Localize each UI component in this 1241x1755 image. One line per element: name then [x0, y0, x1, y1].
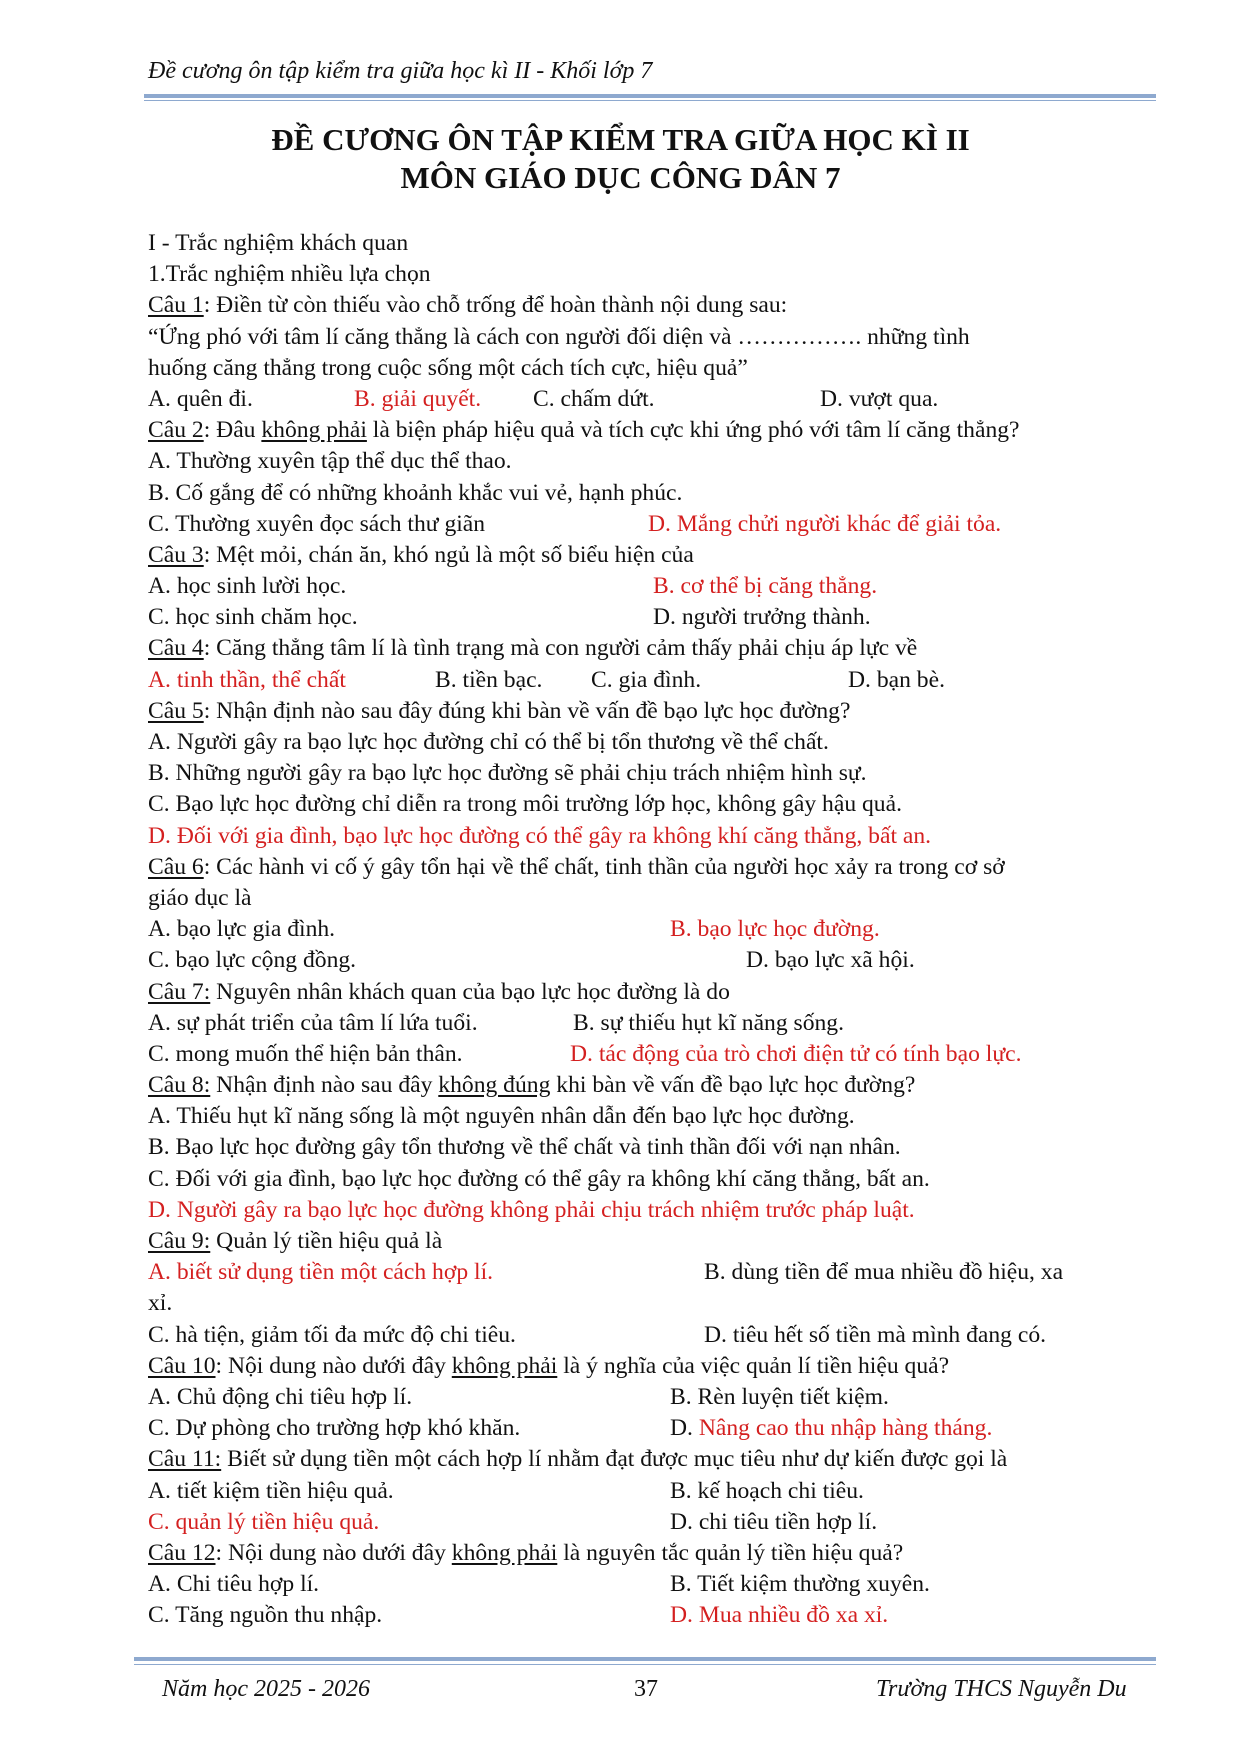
question-label: Câu 5 [148, 697, 204, 724]
page-header: Đề cương ôn tập kiểm tra giữa học kì II - Khối lớp 7 [148, 58, 653, 84]
question-label: Câu 3 [148, 541, 204, 568]
option-d-correct: D. Mua nhiều đồ xa xỉ. [670, 1602, 889, 1629]
question-6-options-cd [148, 945, 1158, 976]
question-1-quote [148, 322, 1158, 353]
question-text: : Đâu [203, 417, 262, 444]
quote-line: huống căng thẳng trong cuộc sống một cách tích cực, hiệu quả” [148, 354, 748, 381]
option-a: A. Chủ động chi tiêu hợp lí. [148, 1383, 413, 1410]
option-b: B. Cố gắng để có những khoảnh khắc vui vẻ, hạnh phúc. [148, 479, 683, 506]
question-8-option-b [148, 1132, 1158, 1163]
question-text: khi bàn về vấn đề bạo lực học đường? [550, 1072, 916, 1099]
negation-emphasis: không phải [451, 1539, 558, 1566]
option-a-correct: A. biết sử dụng tiền một cách hợp lí. [148, 1259, 494, 1286]
question-7-options-cd [148, 1039, 1158, 1070]
question-4 [148, 633, 1158, 664]
question-8-option-c [148, 1164, 1158, 1195]
option-c: C. học sinh chăm học. [148, 604, 358, 631]
option-b-correct: B. giải quyết. [354, 385, 482, 412]
option-d-prefix: D. [670, 1415, 699, 1442]
footer-school-year: Năm học 2025 - 2026 [162, 1676, 370, 1702]
question-label: Câu 10 [148, 1352, 216, 1379]
question-1-quote-cont [148, 353, 1158, 384]
question-1 [148, 290, 1158, 321]
question-label: Câu 11: [148, 1446, 222, 1473]
option-a: A. học sinh lười học. [148, 573, 347, 600]
page-title-line-1: ĐỀ CƯƠNG ÔN TẬP KIỂM TRA GIỮA HỌC KÌ II [271, 122, 970, 157]
question-5 [148, 696, 1158, 727]
negation-emphasis: không phải [451, 1352, 558, 1379]
header-rule-thin [144, 100, 1156, 101]
question-2-options-cd [148, 509, 1158, 540]
question-text: Quản lý tiền hiệu quả là [210, 1228, 443, 1254]
question-2-option-a [148, 446, 1158, 477]
option-d-correct: D. Mắng chửi người khác để giải tỏa. [648, 510, 1002, 537]
option-c-correct: C. quản lý tiền hiệu quả. [148, 1508, 380, 1535]
question-text: là ý nghĩa của việc quản lí tiền hiệu quả? [557, 1352, 950, 1379]
question-10-options-ab [148, 1382, 1158, 1413]
question-6-cont [148, 883, 1158, 914]
option-a: A. Thiếu hụt kĩ năng sống là một nguyên nhân dẫn đến bạo lực học đường. [148, 1103, 855, 1130]
question-7 [148, 977, 1158, 1008]
option-a: A. sự phát triển của tâm lí lứa tuổi. [148, 1009, 478, 1036]
question-5-option-d [148, 821, 1158, 852]
option-c: C. hà tiện, giảm tối đa mức độ chi tiêu. [148, 1321, 516, 1348]
question-6-options-ab [148, 914, 1158, 945]
option-b: B. Tiết kiệm thường xuyên. [670, 1571, 930, 1598]
option-d-correct: D. Người gây ra bạo lực học đường không phải chịu trách nhiệm trước pháp luật. [148, 1196, 915, 1223]
section-subheading-text: 1.Trắc nghiệm nhiều lựa chọn [148, 261, 431, 288]
question-9 [148, 1226, 1158, 1257]
section-heading-text: I - Trắc nghiệm khách quan [148, 230, 409, 256]
question-3 [148, 540, 1158, 571]
question-text: : Căng thẳng tâm lí là tình trạng mà con người cảm thấy phải chịu áp lực về [203, 635, 918, 662]
question-11-options-ab [148, 1476, 1158, 1507]
option-c: C. Bạo lực học đường chỉ diễn ra trong môi trường lớp học, không gây hậu quả. [148, 791, 902, 818]
quote-line: “Ứng phó với tâm lí căng thẳng là cách con người đối diện và ……………. những tình [148, 323, 970, 350]
option-b-continued: xỉ. [148, 1290, 173, 1317]
section-subheading [148, 259, 1158, 290]
question-11 [148, 1444, 1158, 1475]
section-heading [148, 228, 1158, 259]
question-text: Biết sử dụng tiền một cách hợp lí nhằm đạt được mục tiêu như dự kiến được gọi là [221, 1446, 1008, 1473]
option-a: A. Thường xuyên tập thể dục thể thao. [148, 448, 512, 475]
question-text: giáo dục là [148, 884, 252, 911]
option-c: C. Dự phòng cho trường hợp khó khăn. [148, 1415, 521, 1442]
question-text: : Nhận định nào sau đây đúng khi bàn về vấn đề bạo lực học đường? [203, 697, 851, 724]
question-label: Câu 8: [148, 1072, 211, 1099]
question-text: : Điền từ còn thiếu vào chỗ trống để hoàn thành nội dung sau: [203, 292, 788, 319]
option-c: C. Tăng nguồn thu nhập. [148, 1602, 383, 1629]
option-c: C. Thường xuyên đọc sách thư giãn [148, 510, 486, 537]
option-b: B. sự thiếu hụt kĩ năng sống. [573, 1009, 845, 1036]
question-12-options-cd [148, 1600, 1158, 1631]
option-b: B. dùng tiền để mua nhiều đồ hiệu, xa [704, 1259, 1064, 1286]
footer-rule [134, 1657, 1156, 1661]
footer-school-name: Trường THCS Nguyễn Du [876, 1676, 1127, 1702]
question-12 [148, 1538, 1158, 1569]
option-a: A. bạo lực gia đình. [148, 916, 336, 943]
negation-emphasis: không đúng [438, 1072, 551, 1099]
question-label: Câu 9: [148, 1228, 211, 1254]
option-c: C. mong muốn thể hiện bản thân. [148, 1040, 463, 1067]
question-3-options-ab [148, 571, 1158, 602]
question-text: Nguyên nhân khách quan của bạo lực học đường là do [210, 978, 730, 1005]
question-label: Câu 4 [148, 635, 204, 662]
option-c: C. bạo lực cộng đồng. [148, 947, 357, 974]
option-d-correct: Nâng cao thu nhập hàng tháng. [698, 1415, 993, 1442]
option-d-correct: D. tác động của trò chơi điện tử có tính bạo lực. [570, 1040, 1022, 1067]
question-10-options-cd [148, 1413, 1158, 1444]
option-a-correct: A. tinh thần, thể chất [148, 666, 346, 693]
question-4-options [148, 665, 1158, 696]
option-d: D. tiêu hết số tiền mà mình đang có. [704, 1321, 1047, 1348]
question-9-options-ab [148, 1257, 1158, 1288]
page-title-line-2: MÔN GIÁO DỤC CÔNG DÂN 7 [400, 160, 841, 195]
option-a: A. Chi tiêu hợp lí. [148, 1571, 320, 1598]
question-2 [148, 415, 1158, 446]
question-label: Câu 12 [148, 1539, 216, 1566]
footer-rule-thin [134, 1664, 1156, 1665]
question-5-option-a [148, 727, 1158, 758]
question-text: là biện pháp hiệu quả và tích cực khi ứng phó với tâm lí căng thẳng? [366, 417, 1020, 444]
option-d: D. người trưởng thành. [653, 604, 871, 631]
question-5-option-b [148, 758, 1158, 789]
option-b: B. Bạo lực học đường gây tổn thương về thể chất và tinh thần đối với nạn nhân. [148, 1134, 901, 1161]
question-text: là nguyên tắc quản lý tiền hiệu quả? [557, 1539, 904, 1566]
question-8 [148, 1070, 1158, 1101]
option-b: B. Rèn luyện tiết kiệm. [670, 1383, 889, 1410]
question-10 [148, 1351, 1158, 1382]
question-5-option-c [148, 789, 1158, 820]
option-b: B. Những người gây ra bạo lực học đường sẽ phải chịu trách nhiệm hình sự. [148, 760, 867, 787]
option-c: C. chấm dứt. [533, 385, 655, 412]
question-text: Nhận định nào sau đây [210, 1072, 439, 1099]
option-a: A. quên đi. [148, 385, 253, 412]
question-label: Câu 7: [148, 978, 211, 1005]
question-text: : Nội dung nào dưới đây [215, 1352, 452, 1379]
option-c: C. gia đình. [591, 666, 702, 693]
option-d: D. vượt qua. [820, 385, 939, 412]
question-11-options-cd [148, 1507, 1158, 1538]
question-9-option-b-cont [148, 1288, 1158, 1319]
header-rule [144, 94, 1156, 98]
question-9-options-cd [148, 1320, 1158, 1351]
question-label: Câu 6 [148, 853, 204, 880]
option-d: D. bạo lực xã hội. [746, 947, 915, 974]
question-8-option-d [148, 1195, 1158, 1226]
question-2-option-b [148, 478, 1158, 509]
question-1-options [148, 384, 1158, 415]
option-b-correct: B. cơ thể bị căng thẳng. [653, 573, 878, 600]
option-a: A. tiết kiệm tiền hiệu quả. [148, 1477, 394, 1504]
option-b: B. kế hoạch chi tiêu. [670, 1477, 864, 1504]
option-b: B. tiền bạc. [435, 666, 543, 693]
question-text: : Các hành vi cố ý gây tổn hại về thể chất, tinh thần của người học xảy ra trong cơ sở [203, 853, 1005, 880]
question-text: : Nội dung nào dưới đây [215, 1539, 452, 1566]
option-a: A. Người gây ra bạo lực học đường chỉ có thể bị tổn thương về thể chất. [148, 729, 829, 755]
option-d-correct: D. Đối với gia đình, bạo lực học đường có thể gây ra không khí căng thẳng, bất an. [148, 822, 932, 849]
option-d: D. bạn bè. [848, 666, 945, 693]
question-7-options-ab [148, 1008, 1158, 1039]
question-12-options-ab [148, 1569, 1158, 1600]
question-text: : Mệt mỏi, chán ăn, khó ngủ là một số biểu hiện của [203, 541, 694, 568]
negation-emphasis: không phải [261, 417, 367, 444]
page-number: 37 [634, 1676, 658, 1702]
document-body [148, 228, 1158, 1631]
option-b-correct: B. bạo lực học đường. [670, 916, 880, 943]
question-8-option-a [148, 1101, 1158, 1132]
question-3-options-cd [148, 602, 1158, 633]
question-6 [148, 852, 1158, 883]
question-label: Câu 2 [148, 417, 204, 444]
option-c: C. Đối với gia đình, bạo lực học đường có thể gây ra không khí căng thẳng, bất an. [148, 1165, 930, 1192]
option-d: D. chi tiêu tiền hợp lí. [670, 1508, 878, 1535]
question-label: Câu 1 [148, 292, 204, 319]
